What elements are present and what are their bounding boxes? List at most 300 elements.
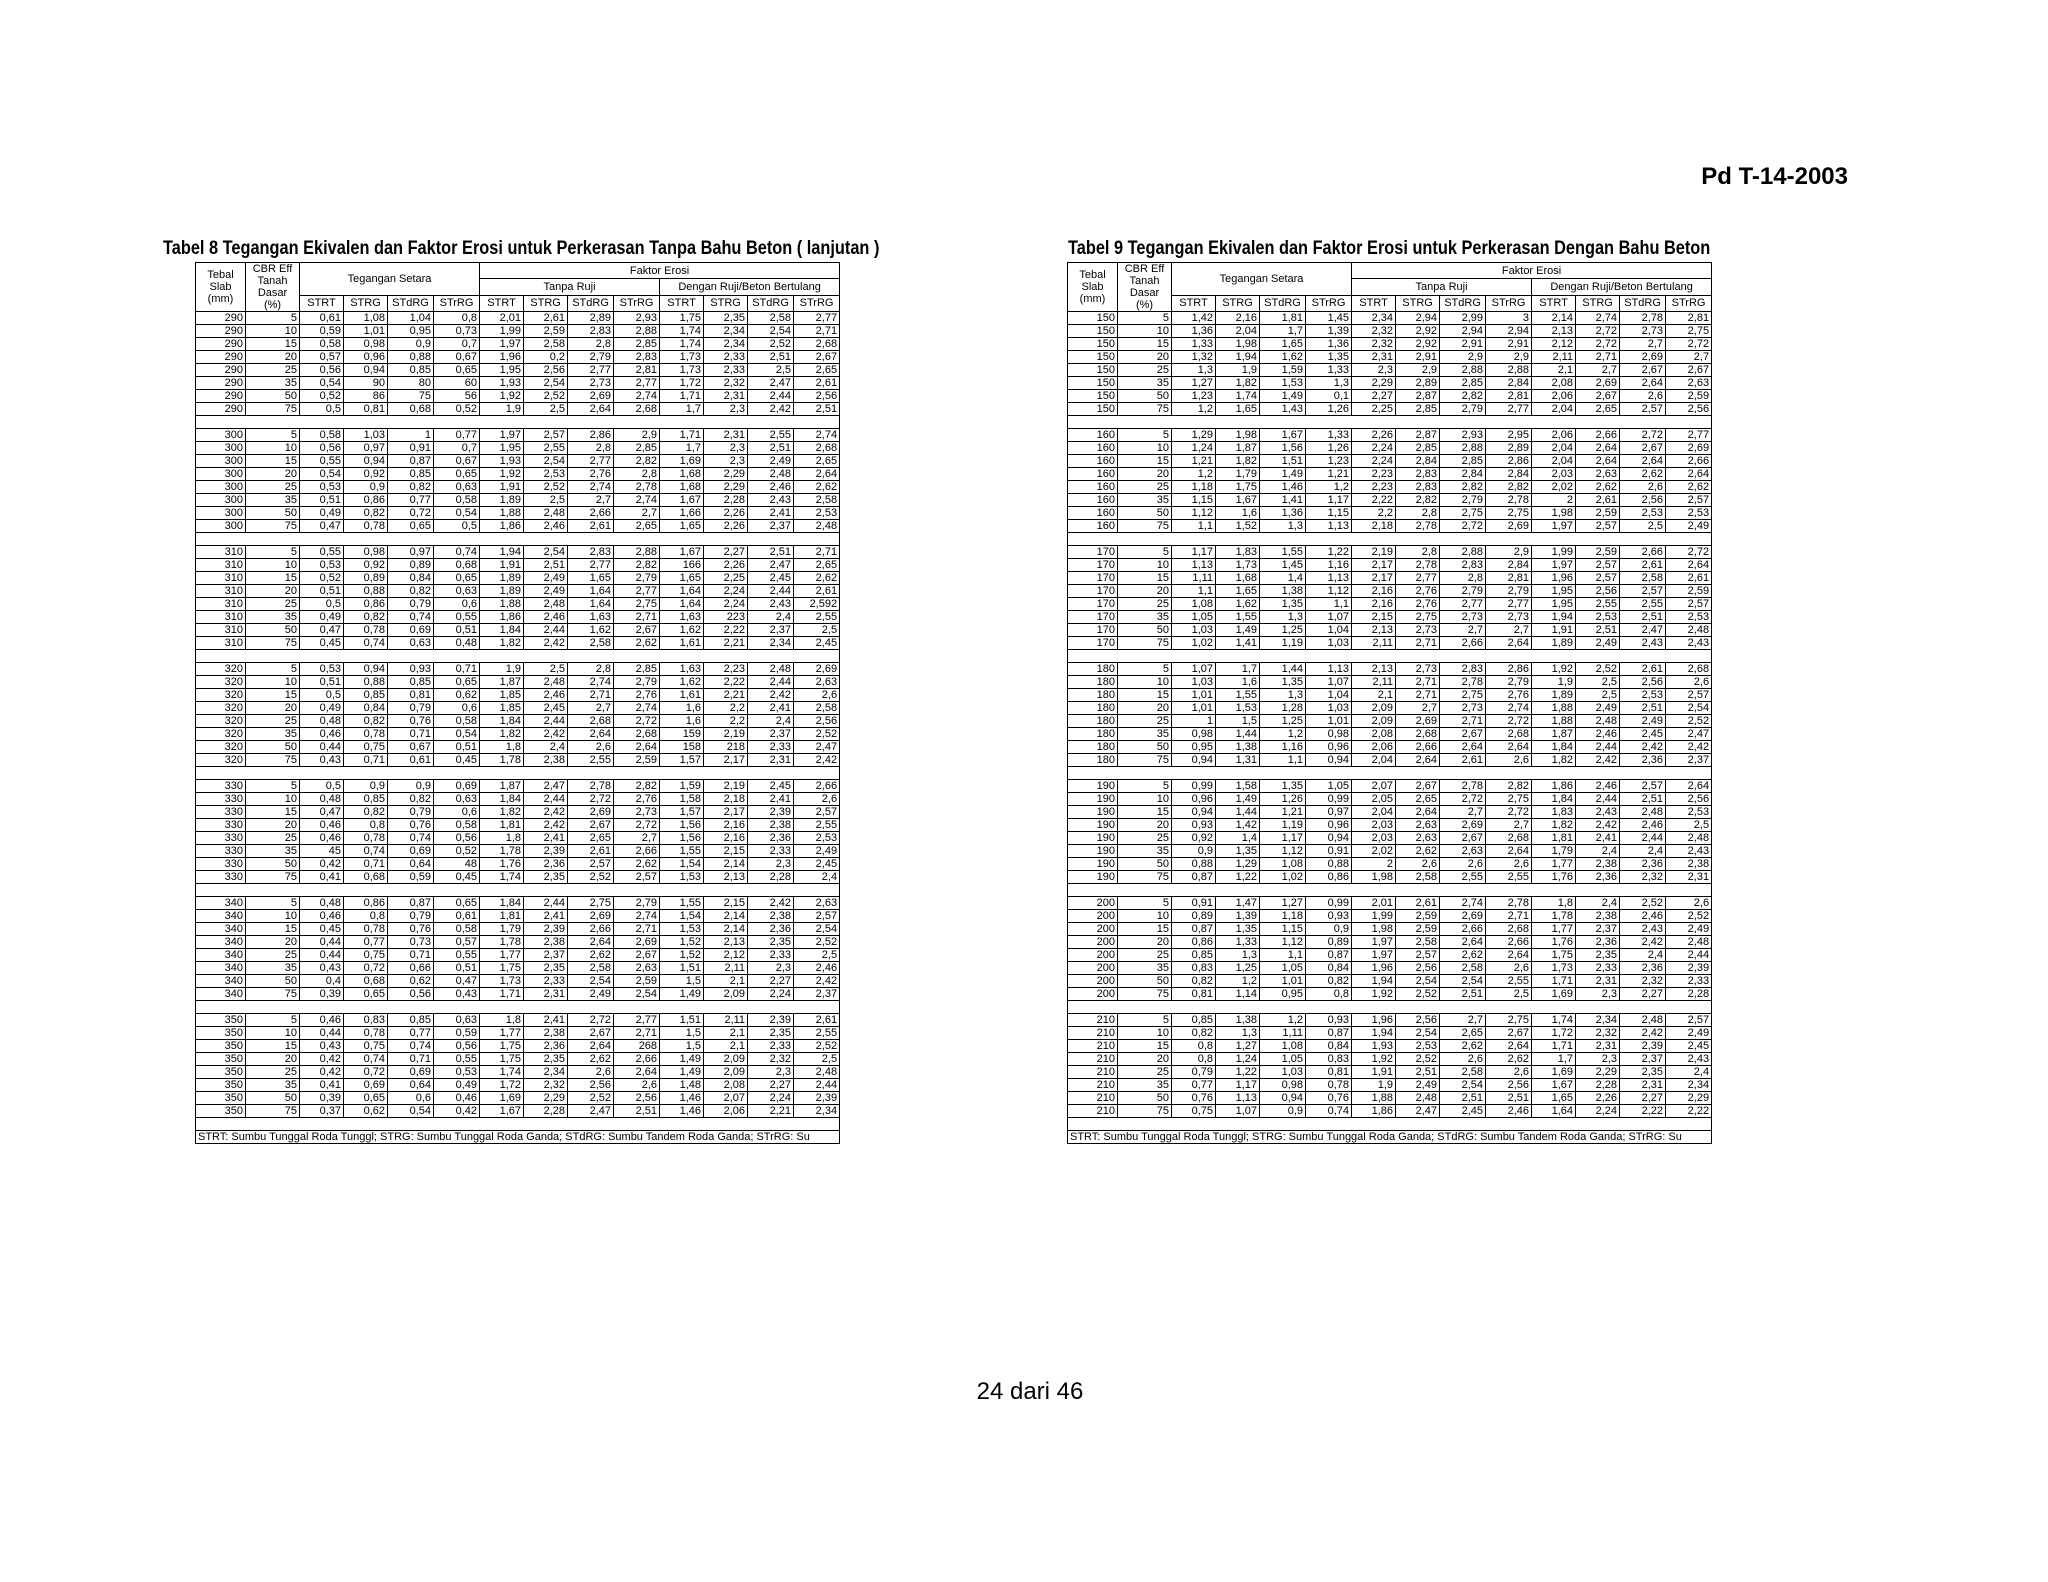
table-cell: 2,55 [794, 1027, 840, 1040]
table-cell: 0,88 [344, 676, 388, 689]
table-cell: 150 [1068, 377, 1118, 390]
table-cell: 1,75 [480, 1053, 524, 1066]
table-cell: 2,65 [794, 455, 840, 468]
table-row [1068, 468, 1712, 481]
table-cell: 1,08 [1172, 598, 1216, 611]
table-cell: 2,84 [1486, 559, 1532, 572]
table-cell: 1,35 [1260, 676, 1306, 689]
spacer-cell [1486, 884, 1532, 897]
table-cell: 0,93 [1306, 910, 1352, 923]
table-cell: 2,46 [1576, 780, 1620, 793]
table-cell: 2,42 [524, 819, 568, 832]
table-cell: 2,51 [1620, 611, 1666, 624]
table-cell: 2,66 [1620, 546, 1666, 559]
table-cell: 2,68 [794, 338, 840, 351]
table-cell: 2,56 [1666, 403, 1712, 416]
table-cell: 1,72 [1532, 1027, 1576, 1040]
table-cell: 1,41 [1216, 637, 1260, 650]
table-cell: 0,78 [344, 1027, 388, 1040]
table-cell: 2,6 [1486, 1066, 1532, 1079]
table-cell: 15 [246, 572, 300, 585]
table-cell: 1,55 [1216, 689, 1260, 702]
table-cell: 1,25 [1216, 962, 1260, 975]
table-row [1068, 403, 1712, 416]
spacer-cell [524, 884, 568, 897]
table-cell: 10 [1118, 1027, 1172, 1040]
table-cell: 1,96 [1532, 572, 1576, 585]
table-cell: 0,76 [388, 715, 434, 728]
table-cell: 310 [196, 546, 246, 559]
table-cell: 1,46 [1260, 481, 1306, 494]
table-cell: 1,65 [660, 520, 704, 533]
header-row [1068, 263, 1712, 279]
table-cell: 2,66 [1576, 429, 1620, 442]
spacer-cell [344, 650, 388, 663]
table-cell: 1,59 [660, 780, 704, 793]
table-cell: 190 [1068, 871, 1118, 884]
table-cell: 2,64 [568, 728, 614, 741]
table-cell: 2,58 [1620, 572, 1666, 585]
table-cell: 1,38 [1260, 585, 1306, 598]
table-cell: 0,78 [344, 520, 388, 533]
table-cell: 0,49 [434, 1079, 480, 1092]
spacer-cell [1172, 884, 1216, 897]
table-cell: 1,96 [480, 351, 524, 364]
spacer-cell [660, 416, 704, 429]
table-cell: 1,53 [660, 923, 704, 936]
table-cell: 2,48 [1666, 832, 1712, 845]
table-cell: 2,55 [794, 611, 840, 624]
table-cell: 0,94 [1306, 754, 1352, 767]
spacer-cell [1440, 767, 1486, 780]
table-row [196, 624, 840, 637]
table-cell: 1,1 [1260, 754, 1306, 767]
table-cell: 25 [246, 481, 300, 494]
table-cell: 2,1 [1352, 689, 1396, 702]
table-cell: 180 [1068, 689, 1118, 702]
table-cell: 2,75 [1486, 507, 1532, 520]
table-cell: 1,94 [1352, 975, 1396, 988]
spacer-cell [1396, 1001, 1440, 1014]
table-cell: 1,67 [480, 1105, 524, 1118]
table-cell: 2,16 [1352, 585, 1396, 598]
table-cell: 0,83 [1172, 962, 1216, 975]
spacer-cell [1068, 884, 1118, 897]
table-cell: 2,64 [1486, 845, 1532, 858]
table-cell: 190 [1068, 780, 1118, 793]
table-cell: 2,57 [1666, 598, 1712, 611]
table-cell: 1,67 [660, 546, 704, 559]
spacer-cell [1216, 1118, 1260, 1131]
table-cell: 0,7 [434, 338, 480, 351]
table-cell: 0,74 [388, 1040, 434, 1053]
spacer-cell [1666, 533, 1712, 546]
table-cell: 1,99 [1352, 910, 1396, 923]
table-cell: 2,5 [524, 663, 568, 676]
table-cell: 1,21 [1306, 468, 1352, 481]
table-cell: 2,46 [1620, 819, 1666, 832]
table-cell: 0,8 [434, 312, 480, 325]
spacer-cell [1576, 884, 1620, 897]
table-cell: 0,87 [388, 455, 434, 468]
table-row [196, 988, 840, 1001]
table-cell: 2,66 [614, 1053, 660, 1066]
table-cell: 2,59 [614, 754, 660, 767]
table-cell: 2,76 [614, 689, 660, 702]
table-cell: 2,65 [794, 364, 840, 377]
table-cell: 2,45 [1666, 1040, 1712, 1053]
table-row [1068, 351, 1712, 364]
table-cell: 2,34 [1352, 312, 1396, 325]
table-cell: 50 [246, 390, 300, 403]
table-cell: 0,67 [434, 455, 480, 468]
table-cell: 2,04 [1352, 754, 1396, 767]
spacer-cell [1620, 884, 1666, 897]
table-cell: 1,61 [660, 689, 704, 702]
table-cell: 0,5 [300, 689, 344, 702]
table-cell: 2,7 [1440, 1014, 1486, 1027]
table-cell: 0,9 [388, 338, 434, 351]
table-row [1068, 858, 1712, 871]
table-cell: 1,18 [1260, 910, 1306, 923]
table-cell: 75 [1118, 520, 1172, 533]
table-cell: 0,69 [388, 1066, 434, 1079]
table-cell: 200 [1068, 988, 1118, 1001]
spacer-cell [300, 1118, 344, 1131]
table-cell: 2,63 [794, 676, 840, 689]
spacer-cell [524, 650, 568, 663]
table-cell: 2,49 [568, 988, 614, 1001]
table-cell: 1,21 [1260, 806, 1306, 819]
table-cell: 1,82 [1532, 819, 1576, 832]
table-cell: 2,45 [794, 858, 840, 871]
table-cell: 2,34 [1576, 1014, 1620, 1027]
table-cell: 2,57 [1666, 1014, 1712, 1027]
spacer-cell [660, 767, 704, 780]
header-tanpa-ruji: Tanpa Ruji [1352, 279, 1532, 295]
table-cell: 0,91 [1172, 897, 1216, 910]
table-cell: 290 [196, 338, 246, 351]
table-cell: 2,51 [748, 546, 794, 559]
spacer-cell [434, 650, 480, 663]
table-cell: 1,2 [1216, 975, 1260, 988]
table-cell: 2,71 [568, 689, 614, 702]
table-cell: 0,71 [434, 663, 480, 676]
table-cell: 330 [196, 858, 246, 871]
table-cell: 0,74 [434, 546, 480, 559]
table-cell: 1,3 [1260, 520, 1306, 533]
table-cell: 2,9 [1396, 364, 1440, 377]
table-cell: 0,8 [1306, 988, 1352, 1001]
table-cell: 25 [1118, 1066, 1172, 1079]
table-cell: 20 [246, 819, 300, 832]
table-row [196, 962, 840, 975]
table-cell: 340 [196, 949, 246, 962]
table-cell: 2,57 [568, 858, 614, 871]
table-cell: 1,88 [480, 598, 524, 611]
table-cell: 0,49 [300, 702, 344, 715]
spacer-cell [1666, 1118, 1712, 1131]
table-cell: 0,51 [434, 962, 480, 975]
table-cell: 0,46 [300, 1014, 344, 1027]
table-cell: 150 [1068, 390, 1118, 403]
table-cell: 0,94 [1172, 754, 1216, 767]
table-cell: 2,592 [794, 598, 840, 611]
table-cell: 50 [246, 741, 300, 754]
table-cell: 1,67 [1532, 1079, 1576, 1092]
table-cell: 2,42 [1620, 1027, 1666, 1040]
table-cell: 1,58 [660, 793, 704, 806]
table-cell: 2,35 [524, 1053, 568, 1066]
table-cell: 1,62 [1260, 351, 1306, 364]
table-row [1068, 572, 1712, 585]
table-cell: 2,38 [748, 910, 794, 923]
table-cell: 2,35 [1620, 1066, 1666, 1079]
table-row [196, 312, 840, 325]
table-cell: 1,59 [1260, 364, 1306, 377]
table-cell: 0,95 [1172, 741, 1216, 754]
table-cell: 2,5 [524, 494, 568, 507]
table-cell: 0,94 [344, 455, 388, 468]
table-row [196, 676, 840, 689]
table-cell: 0,61 [434, 910, 480, 923]
table-cell: 1,84 [480, 624, 524, 637]
table-cell: 1,35 [1260, 780, 1306, 793]
table-cell: 2,61 [524, 312, 568, 325]
table-cell: 0,49 [300, 507, 344, 520]
table-cell: 1,87 [1532, 728, 1576, 741]
table-cell: 2,46 [1576, 728, 1620, 741]
table-cell: 5 [246, 1014, 300, 1027]
spacer-cell [794, 533, 840, 546]
table-row [1068, 559, 1712, 572]
table-cell: 1,02 [1172, 637, 1216, 650]
spacer-cell [704, 1118, 748, 1131]
table-cell: 1,95 [1532, 598, 1576, 611]
spacer-cell [1118, 650, 1172, 663]
header-cbr: CBR Eff Tanah Dasar (%) [246, 263, 300, 312]
spacer-cell [1306, 767, 1352, 780]
table-cell: 1,94 [480, 546, 524, 559]
table-cell: 2,44 [524, 715, 568, 728]
spacer-cell [246, 767, 300, 780]
table-cell: 2,33 [1666, 975, 1712, 988]
spacer-cell [1172, 1118, 1216, 1131]
table-cell: 1,05 [1260, 1053, 1306, 1066]
table-cell: 0,59 [300, 325, 344, 338]
table-cell: 56 [434, 390, 480, 403]
table-cell: 1,49 [1260, 468, 1306, 481]
table-cell: 2,76 [568, 468, 614, 481]
table-row [1068, 702, 1712, 715]
table-cell: 0,87 [1306, 1027, 1352, 1040]
table-cell: 2,79 [614, 897, 660, 910]
table-cell: 2,92 [1396, 338, 1440, 351]
table-cell: 160 [1068, 520, 1118, 533]
table-cell: 190 [1068, 793, 1118, 806]
table-cell: 1,31 [1216, 754, 1260, 767]
spacer-cell [660, 1001, 704, 1014]
spacer-cell [614, 767, 660, 780]
table-cell: 2,85 [614, 663, 660, 676]
table-cell: 1,84 [480, 715, 524, 728]
table-cell: 2,27 [748, 975, 794, 988]
table-cell: 0,86 [344, 598, 388, 611]
table-cell: 2,66 [794, 780, 840, 793]
column-header: STdRG [1440, 295, 1486, 311]
table-cell: 2,72 [1666, 338, 1712, 351]
spacer-cell [1666, 767, 1712, 780]
table-cell: 2,57 [1620, 585, 1666, 598]
table-cell: 1,69 [480, 1092, 524, 1105]
spacer-cell [1118, 1001, 1172, 1014]
spacer-cell [1440, 884, 1486, 897]
table-cell: 0,85 [388, 676, 434, 689]
table-cell: 1,79 [1532, 845, 1576, 858]
table-cell: 1,67 [1216, 494, 1260, 507]
spacer-cell [1172, 1001, 1216, 1014]
table-cell: 1,71 [1532, 1040, 1576, 1053]
table-cell: 2,47 [748, 377, 794, 390]
header-faktor-erosi: Faktor Erosi [480, 263, 840, 279]
table-cell: 200 [1068, 936, 1118, 949]
table-cell: 1,78 [480, 754, 524, 767]
table-cell: 2,02 [1532, 481, 1576, 494]
table-cell: 35 [1118, 377, 1172, 390]
table-row [196, 936, 840, 949]
table-cell: 0,68 [434, 559, 480, 572]
page-number: 24 dari 46 [976, 1378, 1084, 1405]
spacer-cell [568, 767, 614, 780]
spacer-cell [1620, 416, 1666, 429]
table-cell: 290 [196, 312, 246, 325]
table-cell: 200 [1068, 910, 1118, 923]
table-cell: 1,49 [1216, 624, 1260, 637]
table-cell: 2,8 [614, 468, 660, 481]
spacer-cell [1172, 650, 1216, 663]
spacer-cell [1216, 533, 1260, 546]
table-cell: 0,94 [344, 663, 388, 676]
spacer-cell [1620, 1001, 1666, 1014]
table-cell: 10 [246, 910, 300, 923]
table-cell: 0,55 [434, 611, 480, 624]
spacer-row [1068, 767, 1712, 780]
table-cell: 1,85 [480, 689, 524, 702]
spacer-cell [246, 1001, 300, 1014]
table-cell: 290 [196, 325, 246, 338]
table-cell: 2,31 [1620, 1079, 1666, 1092]
spacer-row [196, 650, 840, 663]
table-cell: 0,54 [388, 1105, 434, 1118]
header-tegangan-setara: Tegangan Setara [1172, 263, 1352, 296]
table-cell: 1,99 [1532, 546, 1576, 559]
spacer-cell [568, 1001, 614, 1014]
table-cell: 2,6 [794, 689, 840, 702]
table-cell: 0,47 [300, 806, 344, 819]
table-cell: 2,49 [748, 455, 794, 468]
table-cell: 1,44 [1216, 728, 1260, 741]
spacer-cell [1576, 416, 1620, 429]
table-cell: 0,52 [300, 390, 344, 403]
table-cell: 2,4 [1576, 845, 1620, 858]
table-row [196, 481, 840, 494]
spacer-cell [1352, 1001, 1396, 1014]
table-cell: 2,62 [614, 858, 660, 871]
spacer-cell [344, 884, 388, 897]
table-cell: 0,88 [1306, 858, 1352, 871]
table-cell: 2,33 [704, 351, 748, 364]
table-cell: 0,97 [388, 546, 434, 559]
spacer-cell [1440, 1118, 1486, 1131]
table-cell: 2,79 [568, 351, 614, 364]
table-cell: 2,38 [748, 819, 794, 832]
table-cell: 2,19 [704, 728, 748, 741]
table-cell: 2,52 [1576, 663, 1620, 676]
table-cell: 0,71 [388, 728, 434, 741]
table-cell: 1,89 [480, 494, 524, 507]
spacer-cell [748, 533, 794, 546]
table-cell: 2,64 [614, 741, 660, 754]
table-cell: 0,74 [388, 832, 434, 845]
table-cell: 2,62 [568, 1053, 614, 1066]
table-cell: 2,27 [704, 546, 748, 559]
table-row [1068, 975, 1712, 988]
table-cell: 1,52 [1216, 520, 1260, 533]
table-cell: 3 [1486, 312, 1532, 325]
table-cell: 2,66 [614, 845, 660, 858]
spacer-cell [614, 650, 660, 663]
table-cell: 1,9 [1216, 364, 1260, 377]
table-cell: 50 [1118, 741, 1172, 754]
table-cell: 0,82 [344, 507, 388, 520]
table-cell: 2,54 [524, 377, 568, 390]
table-cell: 25 [1118, 949, 1172, 962]
table-cell: 2,46 [1486, 1105, 1532, 1118]
spacer-cell [1352, 650, 1396, 663]
table-cell: 2,7 [568, 702, 614, 715]
table-cell: 0,81 [388, 689, 434, 702]
table-cell: 1,16 [1260, 741, 1306, 754]
column-header: STRG [344, 295, 388, 311]
table-cell: 0,78 [344, 923, 388, 936]
table-cell: 2,69 [794, 663, 840, 676]
table-cell: 2,3 [748, 962, 794, 975]
table-cell: 0,62 [434, 689, 480, 702]
table-cell: 0,76 [388, 923, 434, 936]
table8 [195, 262, 840, 1144]
table-cell: 1,93 [1352, 1040, 1396, 1053]
table-cell: 2,07 [704, 1092, 748, 1105]
table-cell: 2,77 [568, 455, 614, 468]
table-cell: 1,13 [1172, 559, 1216, 572]
table-cell: 2,45 [748, 572, 794, 585]
spacer-cell [1620, 650, 1666, 663]
table-cell: 2,53 [1666, 507, 1712, 520]
table-cell: 0,92 [344, 468, 388, 481]
table-cell: 2,41 [1576, 832, 1620, 845]
table-cell: 0,69 [344, 1079, 388, 1092]
table-cell: 2,92 [1396, 325, 1440, 338]
spacer-cell [1068, 1001, 1118, 1014]
table-cell: 0,65 [434, 468, 480, 481]
table-cell: 1,12 [1260, 936, 1306, 949]
table-cell: 160 [1068, 429, 1118, 442]
table-cell: 0,82 [388, 481, 434, 494]
column-header: STrRG [434, 295, 480, 311]
table-cell: 1,65 [1260, 338, 1306, 351]
spacer-cell [1440, 416, 1486, 429]
table-row [1068, 663, 1712, 676]
